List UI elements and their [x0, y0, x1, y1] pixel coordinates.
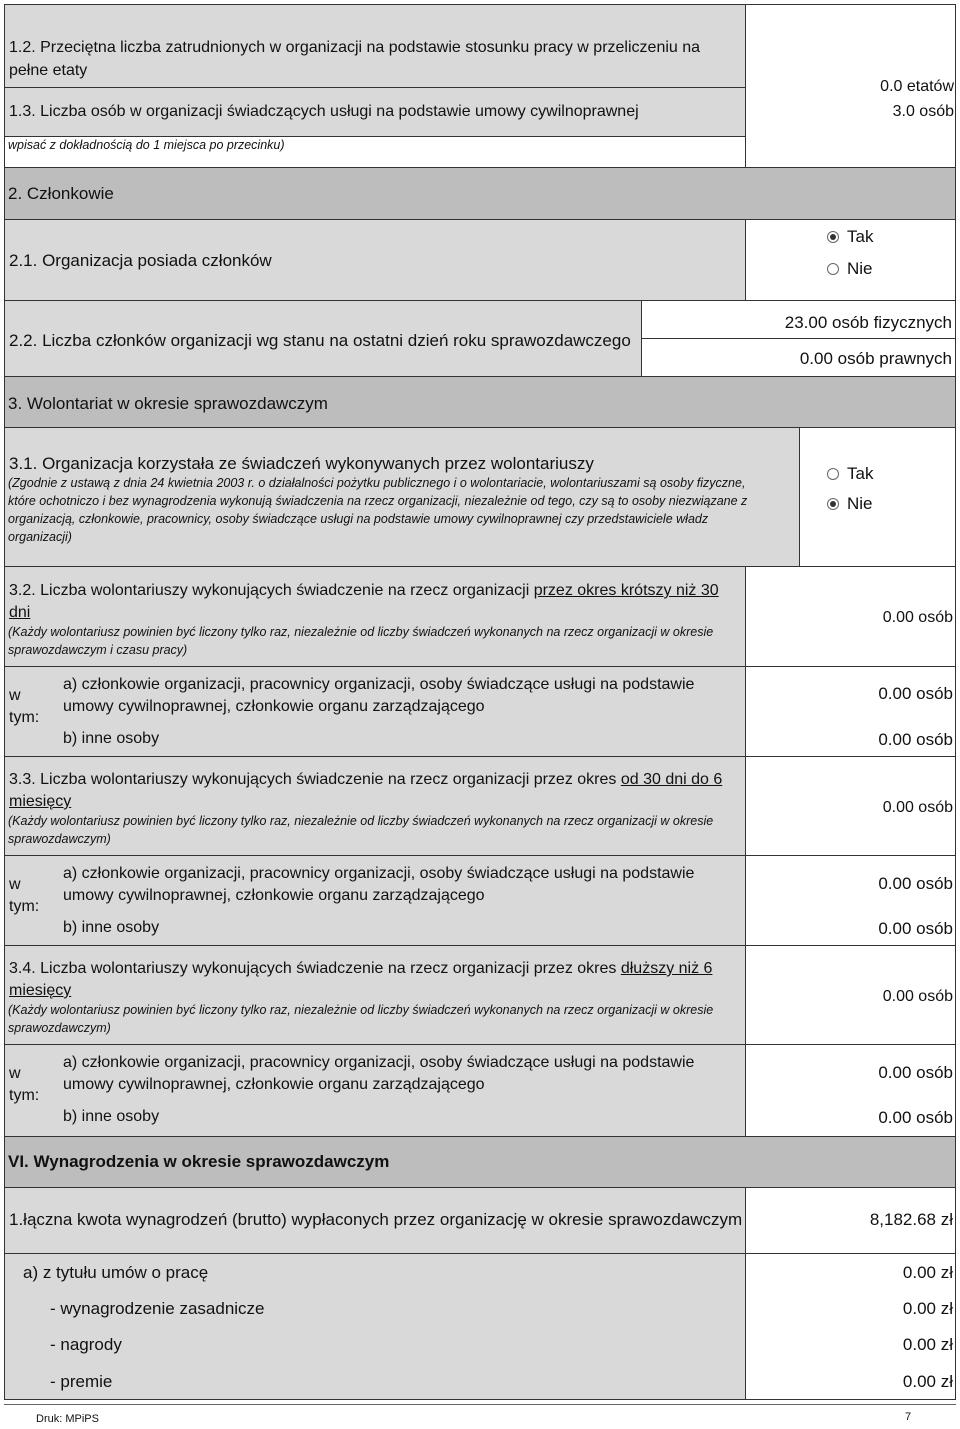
q32-a-value: 0.00 osób — [878, 684, 953, 703]
vi-a-value: 0.00 zł — [902, 1263, 953, 1282]
radio-checked-icon[interactable] — [827, 231, 839, 243]
q12-label-line1: 1.2. Przeciętna liczba zatrudnionych w organizacji na podstawie stosunku pracy w przeliczeniu na — [9, 39, 701, 56]
footer-divider — [4, 1404, 956, 1405]
q31-option-yes[interactable] — [827, 464, 873, 484]
q31-option-no-label: Nie — [847, 494, 873, 513]
q32-w-tym: w tym: — [9, 687, 40, 726]
q33-a-value: 0.00 osób — [878, 874, 953, 893]
vi-q1-value: 8,182.68 zł — [869, 1210, 953, 1229]
q21-option-no-label: Nie — [847, 259, 873, 278]
q31-option-no[interactable] — [827, 494, 873, 514]
q34-w-tym: w tym: — [9, 1065, 40, 1104]
q33-b-value: 0.00 osób — [878, 919, 953, 938]
q22-label: 2.2. Liczba członków organizacji wg stanu na ostatni dzień roku sprawozdawczego — [9, 331, 631, 350]
vi-base-label: - wynagrodzenie zasadnicze — [50, 1299, 265, 1318]
q21-option-no[interactable] — [827, 259, 873, 279]
q32-total: 0.00 osób — [882, 609, 953, 626]
q34-label — [9, 958, 744, 1002]
q32-label-prefix: 3.2. Liczba wolontariuszy wykonujących świadczenie na rzecz organizacji — [9, 582, 534, 599]
q22-value-physical: 23.00 osób fizycznych — [784, 313, 952, 332]
q34-sub-a: a) członkowie organizacji, pracownicy organizacji, osoby świadczące usługi na podstawie umowy cywilnoprawnej, członkowie organu zarządzającego — [63, 1054, 695, 1093]
q32-b-value: 0.00 osób — [878, 730, 953, 749]
q34-label-prefix: 3.4. Liczba wolontariuszy wykonujących świadczenie na rzecz organizacji przez okres — [9, 960, 621, 977]
q33-w-tym: w tym: — [9, 876, 40, 915]
q31-option-yes-label: Tak — [847, 464, 874, 483]
vi-awards-label: - nagrody — [50, 1335, 122, 1354]
q33-label-period: od 30 dni do 6 miesięcy — [9, 771, 723, 810]
q34-total: 0.00 osób — [882, 988, 953, 1005]
section-vi-title: VI. Wynagrodzenia w okresie sprawozdawczym — [8, 1152, 390, 1171]
q34-a-value: 0.00 osób — [878, 1063, 953, 1082]
q31-label: 3.1. Organizacja korzystała ze świadczeń wykonywanych przez wolontariuszy — [9, 454, 594, 473]
q21-label: 2.1. Organizacja posiada członków — [9, 251, 272, 270]
q33-note: (Każdy wolontariusz powinien być liczony tylko raz, niezależnie od liczby świadczeń wykonanych na rzecz organizacji w okresie sprawozdawczym) — [8, 814, 714, 846]
q33-total: 0.00 osób — [882, 799, 953, 816]
q32-sub-b: b) inne osoby — [63, 730, 160, 747]
q12-value: 0.0 etatów — [880, 78, 954, 95]
vi-bonus-label: - premie — [50, 1372, 113, 1391]
vi-base-value: 0.00 zł — [902, 1299, 953, 1318]
q33-label — [9, 769, 744, 813]
radio-checked-icon[interactable] — [827, 498, 839, 510]
q32-note: (Każdy wolontariusz powinien być liczony tylko raz, niezależnie od liczby świadczeń wykonanych na rzecz organizacji w okresie sprawozdawczym i czasu pracy) — [8, 625, 714, 657]
vi-bonus-value: 0.00 zł — [902, 1372, 953, 1391]
q33-sub-b: b) inne osoby — [63, 919, 160, 936]
q32-label-period: przez okres krótszy niż 30 dni — [9, 582, 719, 621]
radio-unchecked-icon[interactable] — [827, 263, 839, 275]
q33-label-prefix: 3.3. Liczba wolontariuszy wykonujących świadczenie na rzecz organizacji przez okres — [9, 771, 621, 788]
footer-page-number: 7 — [905, 1411, 912, 1423]
q21-option-yes[interactable] — [827, 227, 873, 247]
q34-b-value: 0.00 osób — [878, 1108, 953, 1127]
q34-note: (Każdy wolontariusz powinien być liczony tylko raz, niezależnie od liczby świadczeń wykonanych na rzecz organizacji w okresie sprawozdawczym) — [8, 1003, 714, 1035]
q31-options-cell — [799, 427, 956, 567]
q34-sub-b: b) inne osoby — [63, 1108, 160, 1125]
q33-sub-a: a) członkowie organizacji, pracownicy organizacji, osoby świadczące usługi na podstawie umowy cywilnoprawnej, członkowie organu zarządzającego — [63, 865, 695, 904]
q31-note: (Zgodnie z ustawą z dnia 24 kwietnia 2003 r. o działalności pożytku publicznego i o wolontariacie, wolontariuszami są osoby fizyczne, które ochotniczo i bez wynagrodzenia wykonują świadczenia na rzecz organizacji, niezależnie od tego, czy są to osoby niezwiązane z organizacją, członkowie, pracownicy, osoby świadczące usługi na podstawie umowy cywilnoprawnej czy przedstawiciele władz organizacji) — [8, 476, 748, 544]
section-2-header — [4, 167, 956, 220]
vi-awards-value: 0.00 zł — [902, 1335, 953, 1354]
section-3-title: 3. Wolontariat w okresie sprawozdawczym — [8, 394, 328, 413]
q13-value: 3.0 osób — [892, 103, 954, 120]
q22-value-legal: 0.00 osób prawnych — [799, 349, 952, 368]
section-2-title: 2. Członkowie — [8, 184, 114, 203]
vi-q1-label: 1.łączna kwota wynagrodzeń (brutto) wypłaconych przez organizację w okresie sprawozdawczym — [9, 1210, 743, 1229]
q12-label-line2: pełne etaty — [9, 62, 88, 79]
q32-sub-a: a) członkowie organizacji, pracownicy organizacji, osoby świadczące usługi na podstawie umowy cywilnoprawnej, członkowie organu zarządzającego — [63, 676, 695, 715]
q21-option-yes-label: Tak — [847, 227, 874, 246]
q34-label-period: dłuższy niż 6 miesięcy — [9, 960, 713, 999]
vi-a-label: a) z tytułu umów o pracę — [23, 1263, 209, 1282]
q32-label — [9, 580, 741, 624]
q13-label: 1.3. Liczba osób w organizacji świadczących usługi na podstawie umowy cywilnoprawnej — [9, 103, 639, 120]
q13-note: wpisać z dokładnością do 1 miejsca po przecinku) — [8, 138, 285, 152]
footer-print-label: Druk: MPiPS — [36, 1413, 99, 1425]
radio-unchecked-icon[interactable] — [827, 468, 839, 480]
